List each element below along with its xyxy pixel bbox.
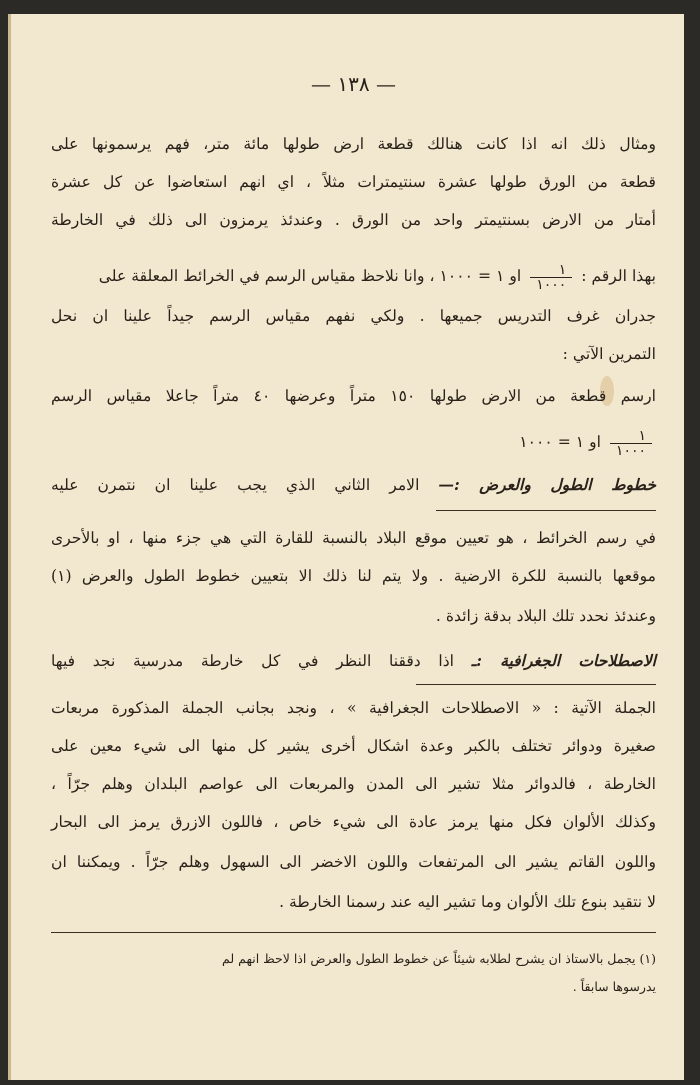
exercise-fraction-denominator: ١٠٠٠ (615, 442, 646, 459)
exercise-line2-tail: او ١ = ١٠٠٠ (519, 433, 601, 451)
para1-line4-tail: او ١ = ١٠٠٠ ، وانا نلاحظ مقياس الرسم في الخرائط المعلقة على (98, 267, 522, 285)
section2-underline (416, 684, 656, 685)
para1-line6: التمرين الآتي : (562, 345, 656, 363)
para1-line5: جدران غرف التدريس جميعها . ولكي نفهم مقياس الرسم جيداً علينا ان نحل (51, 307, 656, 325)
section1-heading: خطوط الطول والعرض :— (438, 475, 656, 494)
scale-fraction (530, 263, 572, 292)
section2-heading: الاصطلاحات الجغرافية :ـ (471, 651, 656, 670)
section1-line3: موقعها بالنسبة للكرة الارضية . ولا يتم لنا ذلك الا بتعيين خطوط الطول والعرض (١) (51, 567, 656, 585)
section1-line1-text: الامر الثاني الذي يجب علينا ان نتمرن عليه (51, 476, 420, 494)
page-number: — ١٣٨ — (311, 72, 396, 96)
section2-line1-text: اذا دققنا النظر في كل خارطة مدرسية نجد فيها (51, 652, 454, 670)
section1-line1 (51, 466, 656, 504)
section2-line7: لا نتقيد بنوع تلك الألوان وما تشير اليه عند رسمنا الخارطة . (279, 893, 656, 911)
section2-line3: صغيرة ودوائر تختلف بالكبر وعدة اشكال أخرى يشير كل منها الى شيء معين على (51, 737, 656, 755)
footnote-divider (51, 932, 656, 933)
section2-line2: الجملة الآتية : « الاصطلاحات الجغرافية » ، ونجد بجانب الجملة المذكورة مربعات (51, 699, 656, 717)
footnote-line1: (١) يجمل بالاستاذ ان يشرح لطلابه شيئاً عن خطوط الطول والعرض اذا لاحظ انهم لم (222, 951, 656, 966)
footnote-line2: يدرسوها سابقاً . (572, 979, 656, 994)
para1-line4 (51, 258, 656, 295)
exercise-line2 (51, 424, 656, 461)
para1-line2: قطعة من الورق طولها عشرة سنتيمترات مثلاً ، اي انهم استعاضوا عن كل عشرة (51, 173, 656, 191)
para1-line1: ومثال ذلك انه اذا كانت هنالك قطعة ارض طولها مائة متر، فهم يرسمونها على (51, 135, 656, 153)
section2-line5: وكذلك الألوان فكل منها يرمز عادة الى شيء خاص ، فاللون الازرق يرمز الى البحار (51, 813, 656, 831)
section2-line1 (51, 642, 656, 680)
para1-line4-lead: بهذا الرقم : (581, 267, 656, 285)
section1-line4: وعندئذ نحدد تلك البلاد بدقة زائدة . (435, 607, 656, 625)
exercise-fraction-numerator: ١ (610, 429, 652, 444)
para1-line3: أمتار من الارض بسنتيمتر واحد من الورق . وعندئذ يرمزون الى ذلك في الخارطة (51, 211, 656, 229)
scale-fraction-numerator: ١ (530, 263, 572, 278)
section1-line2: في رسم الخرائط ، هو تعيين موقع البلاد بالنسبة للقارة التي هي جزء منها ، او بالأحرى (51, 529, 656, 547)
exercise-fraction (610, 429, 652, 458)
scale-fraction-denominator: ١٠٠٠ (536, 276, 567, 293)
exercise-line1: ارسم قطعة من الارض طولها ١٥٠ متراً وعرضها ٤٠ متراً جاعلا مقياس الرسم (51, 387, 657, 405)
book-page (8, 14, 684, 1080)
section2-line6: واللون القاتم يشير الى المرتفعات واللون الاخضر الى السهول وهلم جرّاً . ويمكننا ان (51, 853, 656, 871)
section1-underline (436, 510, 656, 511)
section2-line4: الخارطة ، فالدوائر مثلا تشير الى المدن والمربعات الى عواصم البلدان وهلم جرّاً ، (51, 775, 656, 793)
